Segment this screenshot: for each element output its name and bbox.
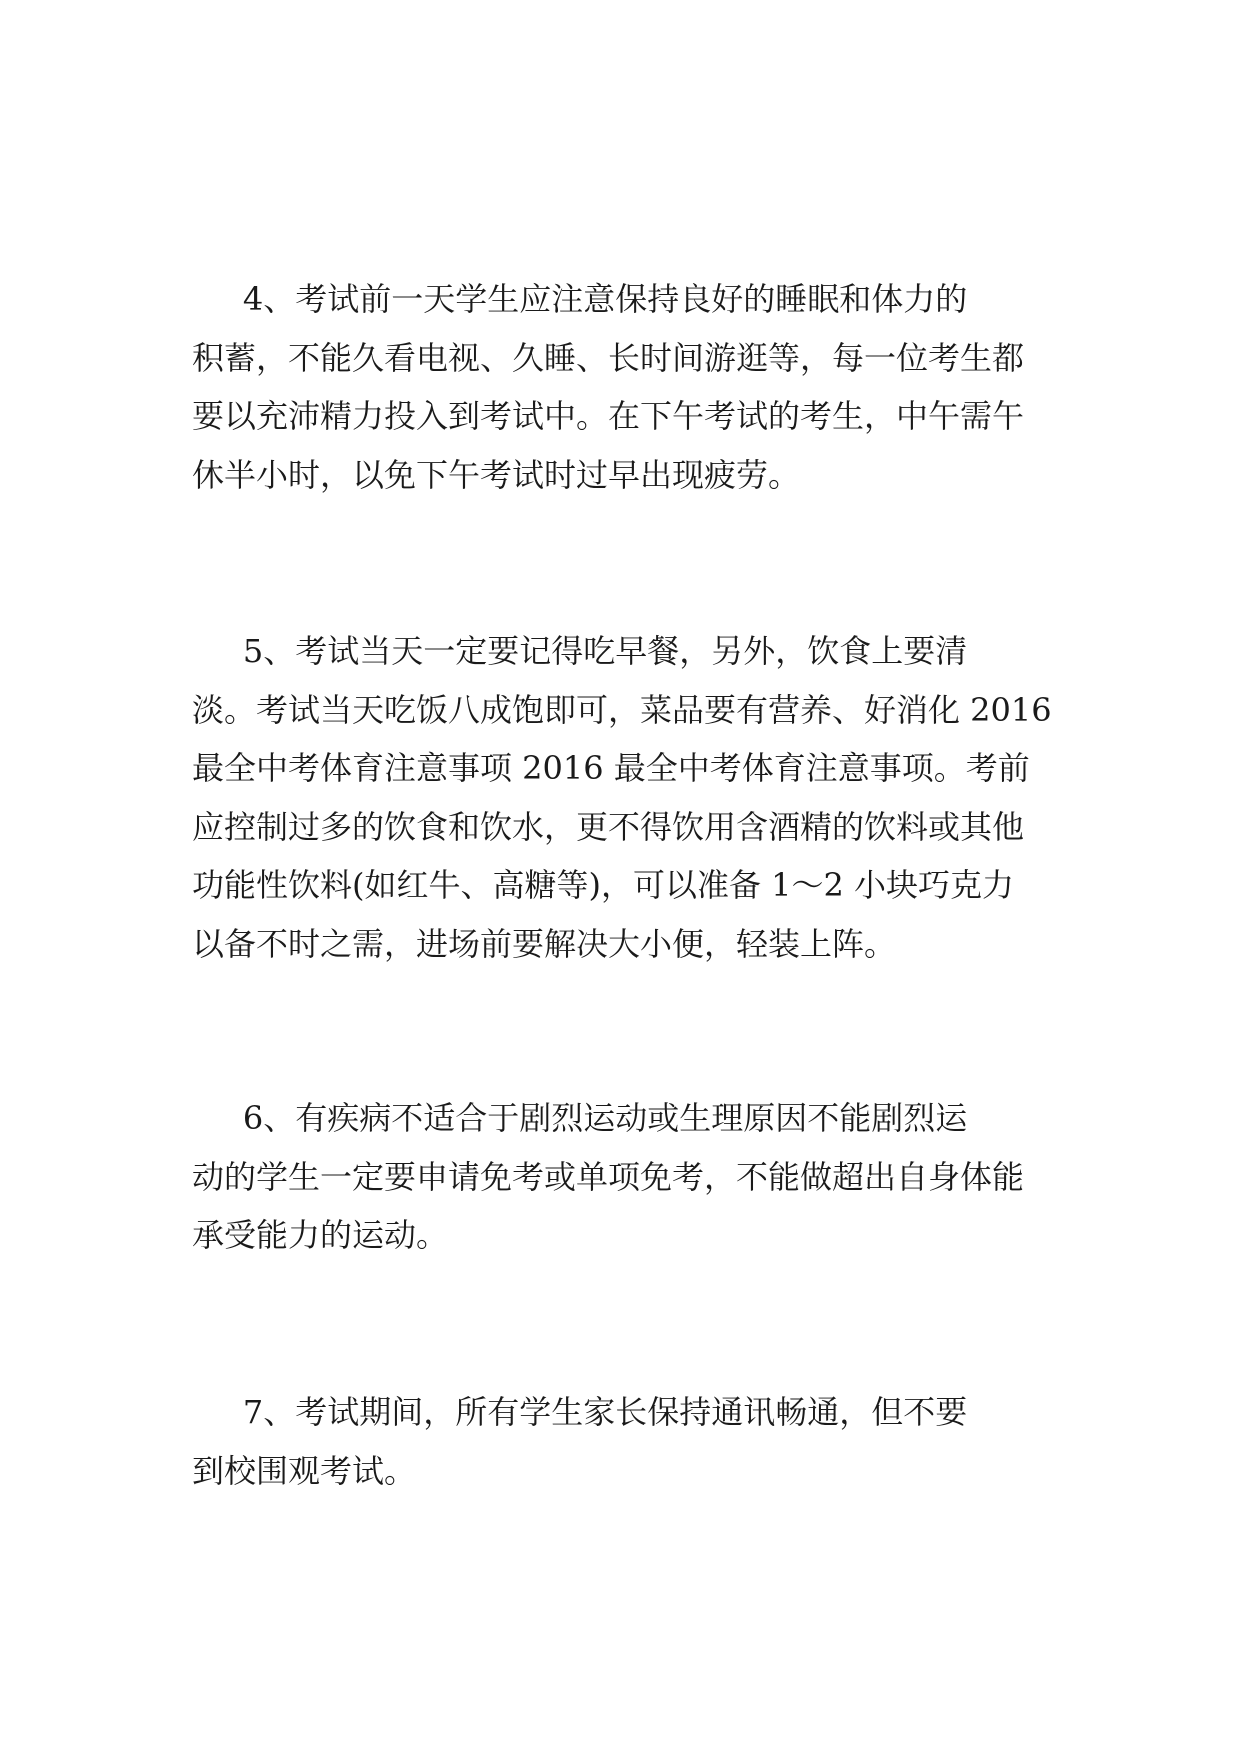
paragraph-6: 6、有疾病不适合于剧烈运动或生理原因不能剧烈运 动的学生一定要申请免考或单项免考，不能做超出自身体能 承受能力的运动。 — [192, 1099, 1025, 1254]
paragraph-7: 7、考试期间，所有学生家长保持通讯畅通，但不要 到校围观考试。 — [192, 1393, 968, 1490]
paragraph-5: 5、考试当天一定要记得吃早餐，另外，饮食上要清 淡。考试当天吃饭八成饱即可，菜品要有营养、好消化 2016 最全中考体育注意事项 2016 最全中考体育注意事项。考前 应控制过多的饮食和饮水，更不得饮用含酒精的饮料或其他 功能性饮料(如红牛、高糖等)，可以准备 1～2 小块巧克力 以备不时之需，进场前要解决大小便，轻装上阵。 — [192, 632, 1052, 963]
paragraph-4: 4、考试前一天学生应注意保持良好的睡眠和体力的 积蓄，不能久看电视、久睡、长时间游逛等，每一位考生都 要以充沛精力投入到考试中。在下午考试的考生，中午需午 休半小时，以免下午考试时过早出现疲劳。 — [192, 280, 1025, 494]
